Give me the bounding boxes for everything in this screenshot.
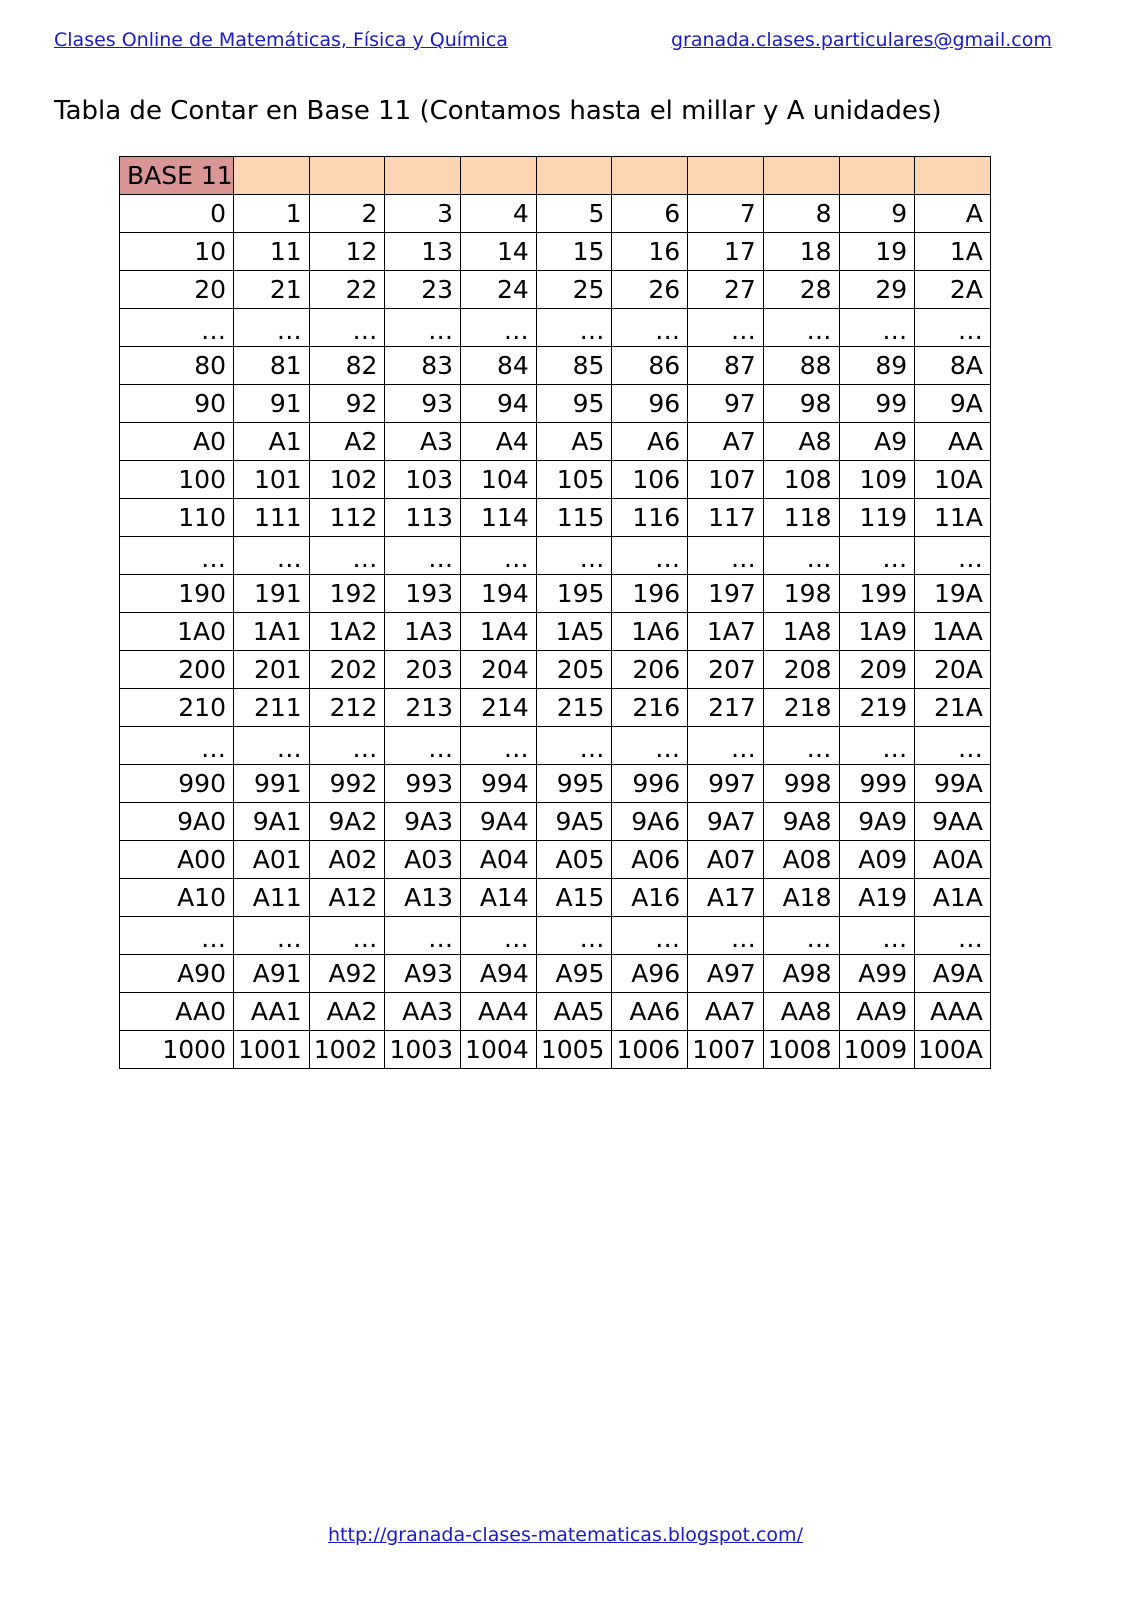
table-cell: 9A1	[234, 803, 310, 841]
table-cell: 1A9	[839, 613, 915, 651]
table-cell: 29	[839, 271, 915, 309]
table-cell: A00	[120, 841, 234, 879]
table-row	[120, 689, 991, 727]
table-cell: 7	[688, 195, 764, 233]
table-cell: …	[385, 917, 461, 955]
table-cell: A15	[536, 879, 612, 917]
table-cell: 215	[536, 689, 612, 727]
table-row	[120, 423, 991, 461]
table-cell: 9A	[915, 385, 991, 423]
table-header-row	[120, 157, 991, 195]
table-cell: 206	[612, 651, 688, 689]
table-cell: …	[688, 917, 764, 955]
table-cell: …	[120, 309, 234, 347]
table-cell: 11	[234, 233, 310, 271]
table-cell: A91	[234, 955, 310, 993]
table-cell: 190	[120, 575, 234, 613]
table-cell: 23	[385, 271, 461, 309]
table-cell: A97	[688, 955, 764, 993]
table-cell: 1008	[763, 1031, 839, 1069]
table-cell: 9A3	[385, 803, 461, 841]
table-cell: 14	[461, 233, 537, 271]
header-cell	[461, 157, 537, 195]
table-cell: 999	[839, 765, 915, 803]
table-row	[120, 309, 991, 347]
table-row	[120, 385, 991, 423]
header-cell	[612, 157, 688, 195]
header-cell	[763, 157, 839, 195]
table-cell: 212	[309, 689, 385, 727]
table-cell: …	[763, 309, 839, 347]
table-cell: …	[763, 537, 839, 575]
table-row	[120, 765, 991, 803]
table-cell: …	[688, 309, 764, 347]
table-cell: 9A6	[612, 803, 688, 841]
table-cell: A93	[385, 955, 461, 993]
table-cell: A	[915, 195, 991, 233]
table-cell: 83	[385, 347, 461, 385]
footer	[0, 1524, 1131, 1546]
table-cell: …	[309, 727, 385, 765]
table-cell: …	[234, 917, 310, 955]
table-cell: A10	[120, 879, 234, 917]
table-cell: 110	[120, 499, 234, 537]
table-cell: 992	[309, 765, 385, 803]
header-cell	[688, 157, 764, 195]
table-row	[120, 233, 991, 271]
table-cell: A04	[461, 841, 537, 879]
table-cell: 6	[612, 195, 688, 233]
table-cell: A03	[385, 841, 461, 879]
table-cell: 3	[385, 195, 461, 233]
table-cell: 2A	[915, 271, 991, 309]
table-cell: 1002	[309, 1031, 385, 1069]
table-cell: 90	[120, 385, 234, 423]
table-cell: 9A9	[839, 803, 915, 841]
table-cell: 214	[461, 689, 537, 727]
table-cell: 205	[536, 651, 612, 689]
table-cell: …	[120, 917, 234, 955]
table-cell: …	[612, 917, 688, 955]
table-cell: A2	[309, 423, 385, 461]
table-cell: 103	[385, 461, 461, 499]
table-cell: A92	[309, 955, 385, 993]
table-cell: …	[915, 309, 991, 347]
table-cell: AA0	[120, 993, 234, 1031]
table-cell: 94	[461, 385, 537, 423]
table-cell: …	[461, 917, 537, 955]
table-cell: 10A	[915, 461, 991, 499]
table-cell: 0	[120, 195, 234, 233]
base11-count-table	[119, 156, 991, 1069]
table-cell: 109	[839, 461, 915, 499]
table-cell: 104	[461, 461, 537, 499]
table-cell: 1006	[612, 1031, 688, 1069]
table-cell: 1009	[839, 1031, 915, 1069]
table-cell: 24	[461, 271, 537, 309]
table-cell: 1000	[120, 1031, 234, 1069]
table-cell: …	[612, 537, 688, 575]
header-cell	[839, 157, 915, 195]
table-row	[120, 613, 991, 651]
table-cell: 201	[234, 651, 310, 689]
table-cell: …	[120, 537, 234, 575]
table-cell: …	[120, 727, 234, 765]
table-cell: 107	[688, 461, 764, 499]
table-cell: 85	[536, 347, 612, 385]
table-cell: 92	[309, 385, 385, 423]
table-cell: A08	[763, 841, 839, 879]
table-cell: …	[536, 917, 612, 955]
table-cell: 95	[536, 385, 612, 423]
table-cell: 28	[763, 271, 839, 309]
table-row	[120, 537, 991, 575]
table-cell: A94	[461, 955, 537, 993]
table-cell: 99	[839, 385, 915, 423]
table-cell: 88	[763, 347, 839, 385]
table-cell: AAA	[915, 993, 991, 1031]
table-cell: 218	[763, 689, 839, 727]
table-cell: 993	[385, 765, 461, 803]
table-cell: 193	[385, 575, 461, 613]
table-cell: 8A	[915, 347, 991, 385]
table-row	[120, 727, 991, 765]
table-cell: AA	[915, 423, 991, 461]
header-left-link[interactable]: Clases Online de Matemáticas, Física y Química	[54, 29, 508, 51]
table-cell: 9	[839, 195, 915, 233]
table-cell: A16	[612, 879, 688, 917]
table-cell: A95	[536, 955, 612, 993]
table-cell: A0A	[915, 841, 991, 879]
table-cell: …	[461, 309, 537, 347]
table-cell: 118	[763, 499, 839, 537]
table-cell: 1A1	[234, 613, 310, 651]
table-cell: 196	[612, 575, 688, 613]
table-cell: 15	[536, 233, 612, 271]
table-cell: …	[688, 727, 764, 765]
table-cell: 9A5	[536, 803, 612, 841]
table-cell: A7	[688, 423, 764, 461]
table-cell: 100A	[915, 1031, 991, 1069]
table-cell: 17	[688, 233, 764, 271]
table-cell: A11	[234, 879, 310, 917]
table-cell: A90	[120, 955, 234, 993]
table-cell: A14	[461, 879, 537, 917]
table-cell: …	[763, 727, 839, 765]
table-cell: 192	[309, 575, 385, 613]
table-row	[120, 651, 991, 689]
table-cell: A99	[839, 955, 915, 993]
table-cell: 12	[309, 233, 385, 271]
table-cell: 9A2	[309, 803, 385, 841]
table-cell: 98	[763, 385, 839, 423]
table-cell: A6	[612, 423, 688, 461]
table-cell: 1A0	[120, 613, 234, 651]
table-cell: 998	[763, 765, 839, 803]
table-row	[120, 347, 991, 385]
table-cell: 91	[234, 385, 310, 423]
table-cell: 202	[309, 651, 385, 689]
table-cell: 991	[234, 765, 310, 803]
table-cell: 210	[120, 689, 234, 727]
table-cell: 211	[234, 689, 310, 727]
table-cell: 16	[612, 233, 688, 271]
table-cell: 9AA	[915, 803, 991, 841]
table-cell: 200	[120, 651, 234, 689]
table-cell: …	[536, 309, 612, 347]
table-cell: …	[915, 727, 991, 765]
table-cell: 113	[385, 499, 461, 537]
table-row	[120, 575, 991, 613]
table-cell: A9A	[915, 955, 991, 993]
header-cell	[915, 157, 991, 195]
header-cell	[309, 157, 385, 195]
table-cell: A09	[839, 841, 915, 879]
table-cell: 10	[120, 233, 234, 271]
table-cell: 84	[461, 347, 537, 385]
table-cell: 9A4	[461, 803, 537, 841]
table-cell: 19	[839, 233, 915, 271]
table-cell: 9A0	[120, 803, 234, 841]
header-cell	[385, 157, 461, 195]
table-cell: …	[385, 727, 461, 765]
table-cell: 995	[536, 765, 612, 803]
table-cell: …	[839, 727, 915, 765]
table-cell: …	[915, 537, 991, 575]
table-row	[120, 271, 991, 309]
table-cell: 997	[688, 765, 764, 803]
table-cell: 100	[120, 461, 234, 499]
table-cell: …	[763, 917, 839, 955]
table-cell: 1A3	[385, 613, 461, 651]
table-cell: 195	[536, 575, 612, 613]
table-cell: 204	[461, 651, 537, 689]
table-cell: 1005	[536, 1031, 612, 1069]
page-title: Tabla de Contar en Base 11 (Contamos hasta el millar y A unidades)	[54, 96, 942, 126]
table-cell: A5	[536, 423, 612, 461]
table-cell: 996	[612, 765, 688, 803]
table-cell: A1	[234, 423, 310, 461]
table-cell: A3	[385, 423, 461, 461]
table-cell: 112	[309, 499, 385, 537]
table-cell: 111	[234, 499, 310, 537]
table-cell: …	[385, 537, 461, 575]
table-cell: …	[461, 727, 537, 765]
table-cell: 18	[763, 233, 839, 271]
table-cell: 1A8	[763, 613, 839, 651]
table-cell: 1A5	[536, 613, 612, 651]
table-cell: 81	[234, 347, 310, 385]
table-cell: …	[536, 727, 612, 765]
table-cell: 25	[536, 271, 612, 309]
table-cell: AA1	[234, 993, 310, 1031]
table-cell: 2	[309, 195, 385, 233]
table-cell: A9	[839, 423, 915, 461]
table-cell: 1A4	[461, 613, 537, 651]
table-cell: A17	[688, 879, 764, 917]
table-cell: AA2	[309, 993, 385, 1031]
table-cell: 21	[234, 271, 310, 309]
table-cell: 8	[763, 195, 839, 233]
table-cell: …	[309, 309, 385, 347]
table-cell: 203	[385, 651, 461, 689]
table-cell: 1AA	[915, 613, 991, 651]
table-cell: A0	[120, 423, 234, 461]
table-cell: 119	[839, 499, 915, 537]
table-row	[120, 803, 991, 841]
table-cell: AA6	[612, 993, 688, 1031]
table-cell: 199	[839, 575, 915, 613]
table-cell: …	[234, 537, 310, 575]
table-cell: 1	[234, 195, 310, 233]
table-cell: …	[839, 537, 915, 575]
table-cell: 99A	[915, 765, 991, 803]
table-row	[120, 499, 991, 537]
table-cell: 13	[385, 233, 461, 271]
table-cell: A96	[612, 955, 688, 993]
header-email-link[interactable]: granada.clases.particulares@gmail.com	[671, 29, 1052, 51]
table-row	[120, 195, 991, 233]
table-cell: A4	[461, 423, 537, 461]
table-cell: …	[385, 309, 461, 347]
table-cell: 4	[461, 195, 537, 233]
table-cell: 1A	[915, 233, 991, 271]
table-cell: A02	[309, 841, 385, 879]
table-cell: A18	[763, 879, 839, 917]
table-row	[120, 1031, 991, 1069]
table-cell: …	[461, 537, 537, 575]
table-cell: A07	[688, 841, 764, 879]
table-cell: A19	[839, 879, 915, 917]
table-cell: 82	[309, 347, 385, 385]
table-cell: …	[688, 537, 764, 575]
table-cell: 207	[688, 651, 764, 689]
table-cell: 209	[839, 651, 915, 689]
table-cell: AA5	[536, 993, 612, 1031]
table-row	[120, 993, 991, 1031]
table-cell: 213	[385, 689, 461, 727]
table-cell: 22	[309, 271, 385, 309]
table-cell: 208	[763, 651, 839, 689]
table-cell: 21A	[915, 689, 991, 727]
table-cell: 101	[234, 461, 310, 499]
table-cell: AA8	[763, 993, 839, 1031]
table-cell: …	[309, 537, 385, 575]
header-cell	[234, 157, 310, 195]
table-cell: 89	[839, 347, 915, 385]
table-cell: 216	[612, 689, 688, 727]
table-cell: …	[234, 727, 310, 765]
table-cell: 108	[763, 461, 839, 499]
table-cell: 116	[612, 499, 688, 537]
table-cell: 5	[536, 195, 612, 233]
table-cell: 1A7	[688, 613, 764, 651]
table-row	[120, 955, 991, 993]
table-cell: 1003	[385, 1031, 461, 1069]
table-cell: A05	[536, 841, 612, 879]
table-row	[120, 841, 991, 879]
table-cell: A98	[763, 955, 839, 993]
table-cell: 1001	[234, 1031, 310, 1069]
table-cell: 96	[612, 385, 688, 423]
table-cell: 105	[536, 461, 612, 499]
table-cell: 994	[461, 765, 537, 803]
table-cell: AA9	[839, 993, 915, 1031]
table-cell: 1004	[461, 1031, 537, 1069]
header-cell	[536, 157, 612, 195]
table-cell: 11A	[915, 499, 991, 537]
table-cell: 20A	[915, 651, 991, 689]
table-cell: 198	[763, 575, 839, 613]
table-row	[120, 917, 991, 955]
table-cell: 27	[688, 271, 764, 309]
table-cell: …	[612, 309, 688, 347]
table-cell: 219	[839, 689, 915, 727]
table-cell: A01	[234, 841, 310, 879]
table-cell: 117	[688, 499, 764, 537]
table-cell: 990	[120, 765, 234, 803]
table-cell: 1007	[688, 1031, 764, 1069]
table-row	[120, 879, 991, 917]
footer-blog-link[interactable]: http://granada-clases-matematicas.blogspot.com/	[328, 1524, 803, 1546]
table-cell: …	[612, 727, 688, 765]
table-cell: AA3	[385, 993, 461, 1031]
base-label-cell: BASE 11	[120, 157, 234, 195]
table-cell: A12	[309, 879, 385, 917]
table-cell: 87	[688, 347, 764, 385]
table-cell: 80	[120, 347, 234, 385]
table-cell: 115	[536, 499, 612, 537]
table-cell: 20	[120, 271, 234, 309]
table-cell: 26	[612, 271, 688, 309]
table-cell: 1A6	[612, 613, 688, 651]
table-cell: A13	[385, 879, 461, 917]
table-cell: 93	[385, 385, 461, 423]
table-cell: 9A7	[688, 803, 764, 841]
table-cell: 97	[688, 385, 764, 423]
table-body	[120, 157, 991, 1069]
table-cell: …	[234, 309, 310, 347]
table-cell: 194	[461, 575, 537, 613]
table-cell: …	[536, 537, 612, 575]
table-cell: …	[839, 917, 915, 955]
table-cell: 191	[234, 575, 310, 613]
table-cell: 102	[309, 461, 385, 499]
table-cell: 106	[612, 461, 688, 499]
table-cell: 1A2	[309, 613, 385, 651]
table-cell: 19A	[915, 575, 991, 613]
table-cell: 9A8	[763, 803, 839, 841]
table-cell: A8	[763, 423, 839, 461]
table-cell: 197	[688, 575, 764, 613]
table-cell: A06	[612, 841, 688, 879]
table-row	[120, 461, 991, 499]
table-cell: AA7	[688, 993, 764, 1031]
table-cell: …	[309, 917, 385, 955]
table-cell: AA4	[461, 993, 537, 1031]
table-cell: 86	[612, 347, 688, 385]
table-cell: A1A	[915, 879, 991, 917]
table-cell: 114	[461, 499, 537, 537]
table-cell: 217	[688, 689, 764, 727]
table-cell: …	[839, 309, 915, 347]
table-cell: …	[915, 917, 991, 955]
